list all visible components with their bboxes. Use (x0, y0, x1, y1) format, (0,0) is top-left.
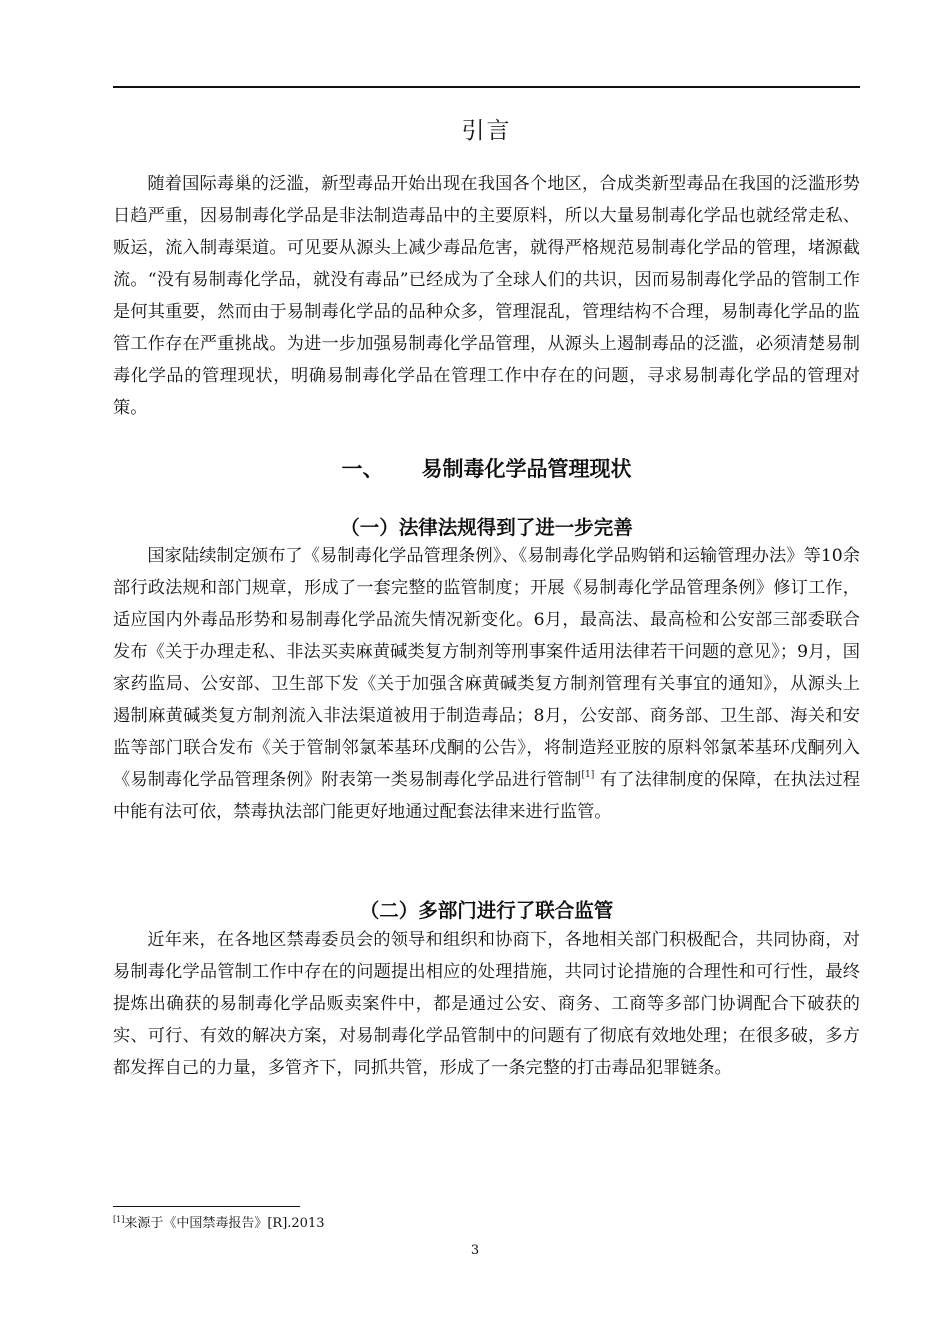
section-title: 易制毒化学品管理现状 (421, 457, 632, 481)
section-number: 一、 (341, 457, 384, 481)
subsection-2-paragraph: 近年来，在各地区禁毒委员会的领导和组织和协商下，各地相关部门积极配合，共同协商，对易制毒化学品管制工作中存在的问题提出相应的处理措施，共同讨论措施的合理性和可行性，最终提炼出确获的易制毒化学品贩卖案件中，都是通过公安、商务、工商等多部门协调配合下破获的实、可行、有效的解决方案，对易制毒化学品管制中的问题有了彻底有效地处理；在很多破，多方都发挥自己的力量，多管齐下，同抓共管，形成了一条完整的打击毒品犯罪链条。 (113, 930, 860, 1078)
subsection-heading-1: （一）法律法规得到了进一步完善 (340, 516, 633, 539)
footnote (113, 1212, 325, 1231)
page-number: 3 (470, 1243, 480, 1258)
header-rule (113, 86, 860, 88)
footnote-rule (113, 1206, 300, 1207)
footnote-mark: [1] (113, 1215, 125, 1224)
subsection-1-paragraph (113, 540, 860, 828)
paragraph-text: 国家陆续制定颁布了《易制毒化学品管理条例》、《易制毒化学品购销和运输管理办法》等10余部行政法规和部门规章，形成了一套完整的监管制度；开展《易制毒化学品管理条例》修订工作，适应国内外毒品形势和易制毒化学品流失情况新变化。6月，最高法、最高检和公安部三部委联合发布《关于办理走私、非法买卖麻黄碱类复方制剂等刑事案件适用法律若干问题的意见》；9月，国家药监局、公安部、卫生部下发《关于加强含麻黄碱类复方制剂管理有关事宜的通知》，从源头上遏制麻黄碱类复方制剂流入非法渠道被用于制造毒品；8月，公安部、商务部、卫生部、海关和安监等部门联合发布《关于管制邻氯苯基环戊酮的公告》，将制造羟亚胺的原料邻氯苯基环戊酮列入《易制毒化学品管理条例》附表第一类易制毒化学品进行管制 (113, 546, 860, 790)
section-heading (113, 453, 860, 483)
footnote-reference[interactable]: [1] (581, 770, 595, 780)
paragraph-text-continued: 有了法律制度的保障，在执法过程中能有法可依，禁毒执法部门能更好地通过配套法律来进行监管。 (113, 770, 860, 822)
subsection-heading-2: （二）多部门进行了联合监管 (359, 899, 614, 922)
intro-paragraph: 随着国际毒巢的泛滥，新型毒品开始出现在我国各个地区，合成类新型毒品在我国的泛滥形势日趋严重，因易制毒化学品是非法制造毒品中的主要原料，所以大量易制毒化学品也就经常走私、贩运，流入制毒渠道。可见要从源头上减少毒品危害，就得严格规范易制毒化学品的管理，堵源截流。“没有易制毒化学品，就没有毒品”已经成为了全球人们的共识，因而易制毒化学品的管制工作是何其重要，然而由于易制毒化学品的品种众多，管理混乱，管理结构不合理，易制毒化学品的监管工作存在严重挑战。为进一步加强易制毒化学品管理，从源头上遏制毒品的泛滥，必须清楚易制毒化学品的管理现状，明确易制毒化学品在管理工作中存在的问题，寻求易制毒化学品的管理对策。 (113, 174, 860, 418)
page-title: 引言 (461, 118, 512, 144)
footnote-text: 来源于《中国禁毒报告》[R].2013 (124, 1216, 325, 1231)
